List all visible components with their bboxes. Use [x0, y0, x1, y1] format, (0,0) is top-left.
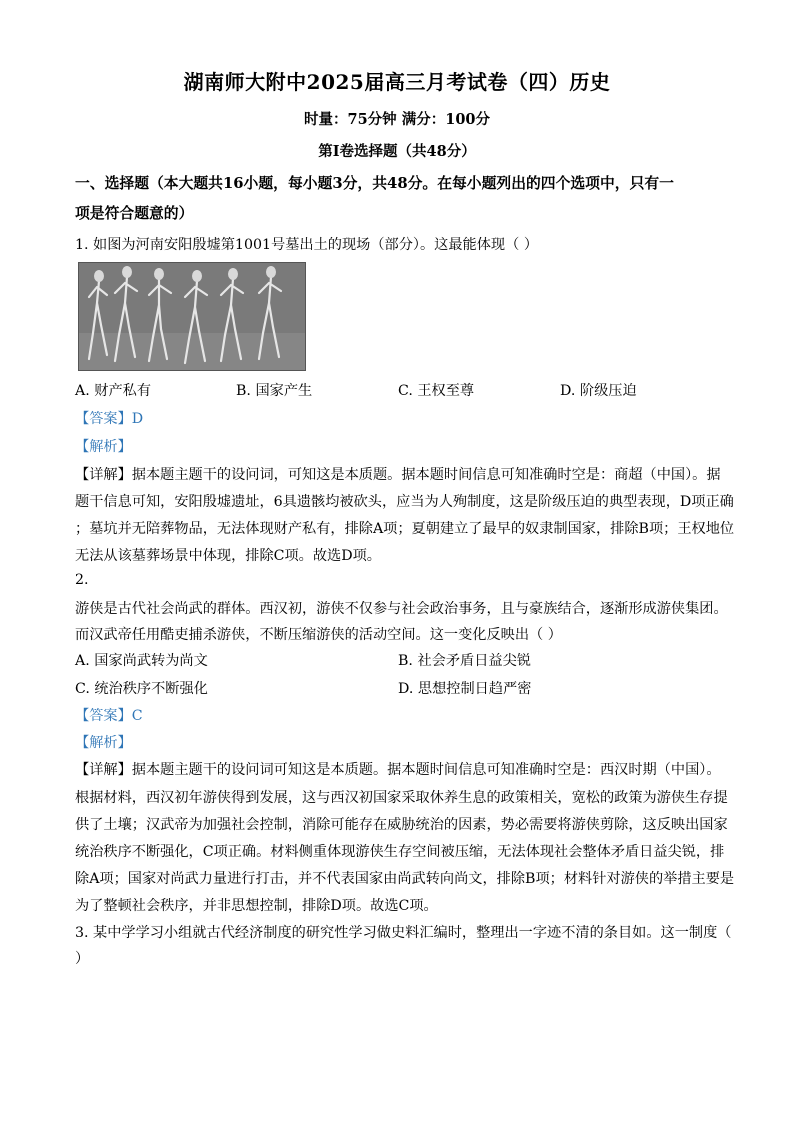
q1-detail-line: ；墓坑并无陪葬物品，无法体现财产私有，排除A项；夏朝建立了最早的奴隶制国家，排除B项；王权地位: [75, 521, 735, 537]
q2-answer: 【答案】C: [75, 708, 143, 724]
q3-stem-line: ）: [75, 951, 90, 967]
q2-detail-line: 根据材料，西汉初年游侠得到发展，这与西汉初国家采取休养生息的政策相关，宽松的政策为游侠生存提: [75, 790, 728, 806]
q1-analysis-label: 【解析】: [75, 439, 132, 455]
section-heading-line1: 一、选择题（本大题共16小题，每小题3分，共48分。在每小题列出的四个选项中，只有一: [75, 175, 674, 192]
time-score-line: 时量：75分钟 满分：100分: [304, 111, 490, 128]
q2-option-b: B. 社会矛盾日益尖锐: [398, 653, 531, 669]
q2-stem-line: 而汉武帝任用酷吏捕杀游侠，不断压缩游侠的活动空间。这一变化反映出（ ）: [75, 627, 562, 643]
q1-option-c: C. 王权至尊: [398, 383, 475, 399]
q1-detail-line: 无法从该墓葬场景中体现，排除C项。故选D项。: [75, 548, 381, 564]
q1-stem: 1. 如图为河南安阳殷墟第1001号墓出土的现场（部分）。这最能体现（ ）: [75, 237, 539, 253]
skeletons-image: [79, 263, 305, 370]
q1-answer: 【答案】D: [75, 411, 144, 427]
q1-option-b: B. 国家产生: [236, 383, 313, 399]
q2-option-c: C. 统治秩序不断强化: [75, 681, 208, 697]
q1-option-d: D. 阶级压迫: [560, 383, 637, 399]
volume-heading: 第Ⅰ卷选择题（共48分）: [318, 143, 476, 160]
q2-number: 2.: [75, 572, 89, 588]
exam-title: 湖南师大附中2025届高三月考试卷（四）历史: [183, 70, 611, 94]
q2-stem-line: 游侠是古代社会尚武的群体。西汉初，游侠不仅参与社会政治事务，且与豪族结合，逐渐形成游侠集团。: [75, 601, 728, 617]
q2-detail-line: 为了整顿社会秩序，并非思想控制，排除D项。故选C项。: [75, 898, 438, 914]
q2-detail-line: 除A项；国家对尚武力量进行打击，并不代表国家由尚武转向尚文，排除B项；材料针对游侠的举措主要是: [75, 871, 735, 887]
q1-detail-line: 题干信息可知，安阳殷墟遗址，6具遗骸均被砍头，应当为人殉制度，这是阶级压迫的典型表现，D项正确: [75, 494, 734, 510]
q2-detail-line: 统治秩序不断强化，C项正确。材料侧重体现游侠生存空间被压缩，无法体现社会整体矛盾日益尖锐，排: [75, 844, 725, 860]
q1-detail-line: 【详解】据本题主题干的设问词，可知这是本质题。据本题时间信息可知准确时空是：商超（中国）。据: [75, 467, 721, 483]
q2-detail-line: 【详解】据本题主题干的设问词可知这是本质题。据本题时间信息可知准确时空是：西汉时期（中国）。: [75, 762, 721, 778]
q3-stem-line: 3. 某中学学习小组就古代经济制度的研究性学习做史料汇编时，整理出一字迹不清的条目如。这一制度（: [75, 925, 732, 941]
q2-option-d: D. 思想控制日趋严密: [398, 681, 532, 697]
q1-burial-photo: [78, 262, 306, 371]
q2-option-a: A. 国家尚武转为尚文: [75, 653, 208, 669]
section-heading-line2: 项是符合题意的）: [75, 205, 194, 222]
q2-analysis-label: 【解析】: [75, 735, 132, 751]
q1-option-a: A. 财产私有: [75, 383, 152, 399]
q2-detail-line: 供了土壤；汉武帝为加强社会控制，消除可能存在威胁统治的因素，势必需要将游侠剪除，这反映出国家: [75, 817, 728, 833]
